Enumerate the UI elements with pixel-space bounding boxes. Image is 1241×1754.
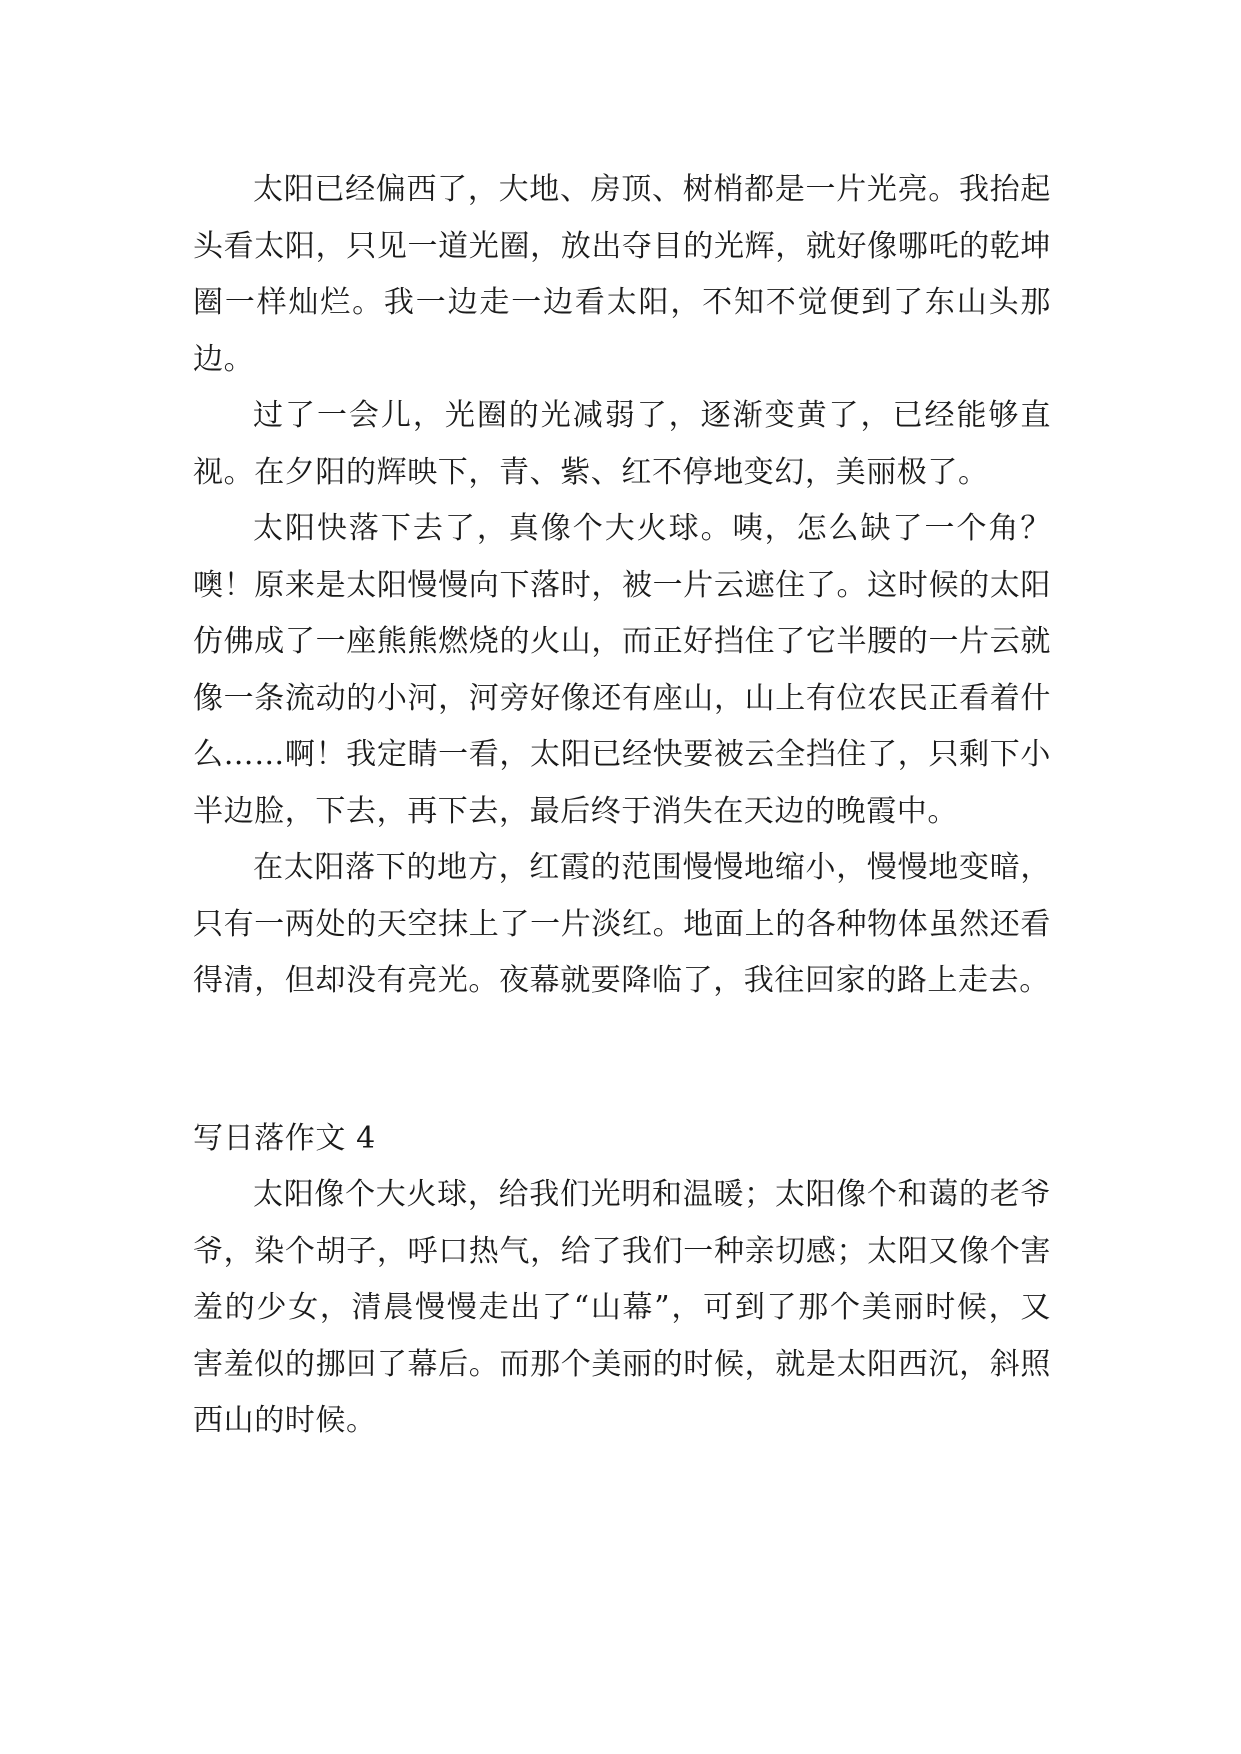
document-page bbox=[193, 162, 1051, 1450]
paragraph-2: 过了一会儿，光圈的光减弱了，逐渐变黄了，已经能够直视。在夕阳的辉映下，青、紫、红不停地变幻，美丽极了。 bbox=[193, 398, 1051, 490]
paragraph-5: 太阳像个大火球，给我们光明和温暖；太阳像个和蔼的老爷爷，染个胡子，呼口热气，给了我们一种亲切感；太阳又像个害羞的少女，清晨慢慢走出了“山幕”，可到了那个美丽时候，又害羞似的挪回了幕后。而那个美丽的时候，就是太阳西沉，斜照西山的时候。 bbox=[193, 1177, 1051, 1438]
paragraph-3: 太阳快落下去了，真像个大火球。咦，怎么缺了一个角？噢！原来是太阳慢慢向下落时，被一片云遮住了。这时候的太阳仿佛成了一座熊熊燃烧的火山，而正好挡住了它半腰的一片云就像一条流动的小河，河旁好像还有座山，山上有位农民正看着什么……啊！我定睛一看，太阳已经快要被云全挡住了，只剩下小半边脸，下去，再下去，最后终于消失在天边的晚霞中。 bbox=[193, 511, 1051, 829]
paragraph-4: 在太阳落下的地方，红霞的范围慢慢地缩小，慢慢地变暗，只有一两处的天空抹上了一片淡红。地面上的各种物体虽然还看得清，但却没有亮光。夜幕就要降临了，我往回家的路上走去。 bbox=[193, 850, 1051, 998]
section-spacer bbox=[193, 1010, 1051, 1111]
paragraph-1: 太阳已经偏西了，大地、房顶、树梢都是一片光亮。我抬起头看太阳，只见一道光圈，放出夺目的光辉，就好像哪吒的乾坤圈一样灿烂。我一边走一边看太阳，不知不觉便到了东山头那边。 bbox=[193, 172, 1051, 377]
section-title: 写日落作文 4 bbox=[193, 1120, 376, 1156]
